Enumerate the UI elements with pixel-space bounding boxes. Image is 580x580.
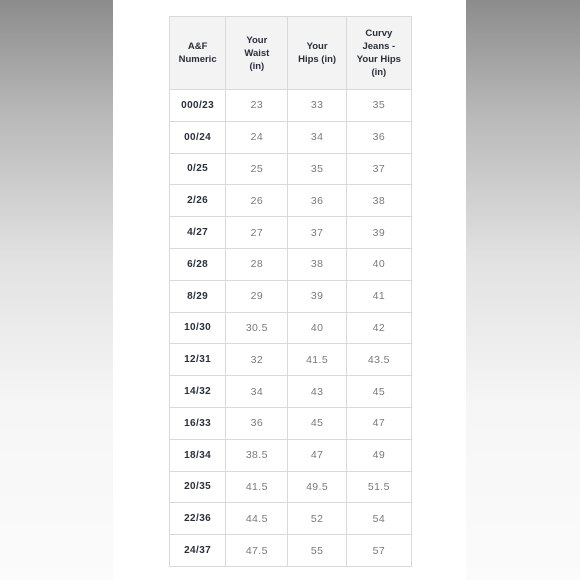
curvy-hips-cell: 38 xyxy=(346,185,411,217)
hips-cell: 39 xyxy=(288,280,346,312)
hips-cell: 37 xyxy=(288,217,346,249)
table-row xyxy=(170,121,412,153)
waist-cell: 47.5 xyxy=(226,535,288,567)
header-your-waist: Your Waist (in) xyxy=(226,17,288,90)
size-cell: 0/25 xyxy=(170,153,226,185)
curvy-hips-cell: 57 xyxy=(346,535,411,567)
size-cell: 6/28 xyxy=(170,248,226,280)
curvy-hips-cell: 54 xyxy=(346,503,411,535)
hips-cell: 41.5 xyxy=(288,344,346,376)
curvy-hips-cell: 37 xyxy=(346,153,411,185)
table-row xyxy=(170,439,412,471)
size-cell: 00/24 xyxy=(170,121,226,153)
curvy-hips-cell: 47 xyxy=(346,407,411,439)
size-cell: 4/27 xyxy=(170,217,226,249)
hips-cell: 43 xyxy=(288,376,346,408)
table-row xyxy=(170,217,412,249)
waist-cell: 26 xyxy=(226,185,288,217)
waist-cell: 25 xyxy=(226,153,288,185)
hips-cell: 35 xyxy=(288,153,346,185)
waist-cell: 44.5 xyxy=(226,503,288,535)
curvy-hips-cell: 42 xyxy=(346,312,411,344)
size-cell: 20/35 xyxy=(170,471,226,503)
header-row xyxy=(170,17,412,90)
size-cell: 2/26 xyxy=(170,185,226,217)
curvy-hips-cell: 43.5 xyxy=(346,344,411,376)
table-row xyxy=(170,535,412,567)
waist-cell: 38.5 xyxy=(226,439,288,471)
curvy-hips-cell: 39 xyxy=(346,217,411,249)
size-cell: 14/32 xyxy=(170,376,226,408)
size-rows xyxy=(170,90,412,567)
header-af-numeric: A&F Numeric xyxy=(170,17,226,90)
header-your-hips: Your Hips (in) xyxy=(288,17,346,90)
hips-cell: 55 xyxy=(288,535,346,567)
waist-cell: 32 xyxy=(226,344,288,376)
header-curvy-hips: Curvy Jeans - Your Hips (in) xyxy=(346,17,411,90)
waist-cell: 24 xyxy=(226,121,288,153)
size-cell: 000/23 xyxy=(170,90,226,122)
hips-cell: 40 xyxy=(288,312,346,344)
waist-cell: 29 xyxy=(226,280,288,312)
hips-cell: 45 xyxy=(288,407,346,439)
size-cell: 18/34 xyxy=(170,439,226,471)
hips-cell: 47 xyxy=(288,439,346,471)
waist-cell: 36 xyxy=(226,407,288,439)
size-cell: 10/30 xyxy=(170,312,226,344)
waist-cell: 28 xyxy=(226,248,288,280)
table-row xyxy=(170,90,412,122)
table-row xyxy=(170,280,412,312)
table-row xyxy=(170,153,412,185)
hips-cell: 34 xyxy=(288,121,346,153)
background-left-margin xyxy=(0,0,113,580)
curvy-hips-cell: 35 xyxy=(346,90,411,122)
size-cell: 22/36 xyxy=(170,503,226,535)
curvy-hips-cell: 45 xyxy=(346,376,411,408)
table-row xyxy=(170,248,412,280)
size-cell: 16/33 xyxy=(170,407,226,439)
curvy-hips-cell: 36 xyxy=(346,121,411,153)
background-right-margin xyxy=(466,0,580,580)
curvy-hips-cell: 41 xyxy=(346,280,411,312)
table-row xyxy=(170,376,412,408)
curvy-hips-cell: 40 xyxy=(346,248,411,280)
table-row xyxy=(170,312,412,344)
curvy-hips-cell: 49 xyxy=(346,439,411,471)
hips-cell: 52 xyxy=(288,503,346,535)
table-row xyxy=(170,185,412,217)
waist-cell: 30.5 xyxy=(226,312,288,344)
table-row xyxy=(170,471,412,503)
table-row xyxy=(170,407,412,439)
table-row xyxy=(170,503,412,535)
hips-cell: 38 xyxy=(288,248,346,280)
hips-cell: 33 xyxy=(288,90,346,122)
hips-cell: 49.5 xyxy=(288,471,346,503)
size-cell: 12/31 xyxy=(170,344,226,376)
size-chart-table xyxy=(169,16,412,567)
size-cell: 8/29 xyxy=(170,280,226,312)
waist-cell: 23 xyxy=(226,90,288,122)
waist-cell: 41.5 xyxy=(226,471,288,503)
size-cell: 24/37 xyxy=(170,535,226,567)
hips-cell: 36 xyxy=(288,185,346,217)
table-row xyxy=(170,344,412,376)
waist-cell: 27 xyxy=(226,217,288,249)
waist-cell: 34 xyxy=(226,376,288,408)
curvy-hips-cell: 51.5 xyxy=(346,471,411,503)
